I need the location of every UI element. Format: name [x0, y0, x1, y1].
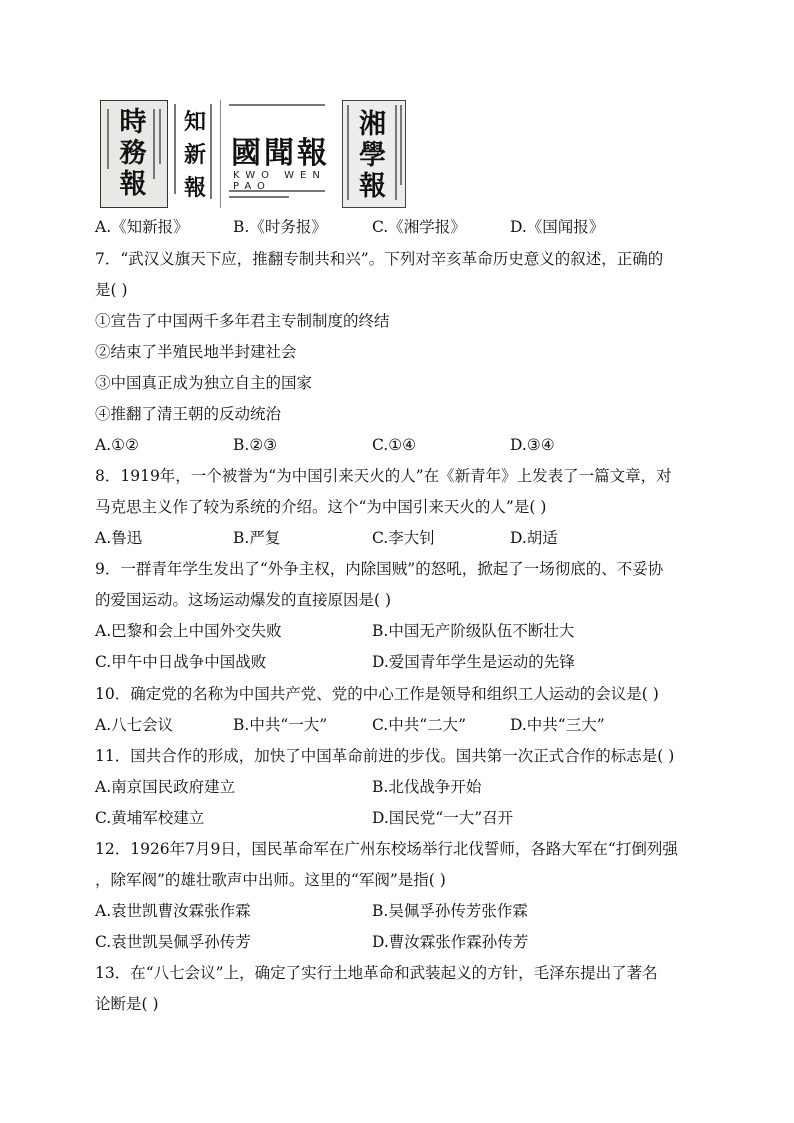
q13-stem-line2: 论断是( ) — [95, 995, 159, 1013]
q8-option-d[interactable]: D.胡适 — [510, 529, 558, 547]
q7-item-2: ②结束了半殖民地半封建社会 — [95, 343, 297, 361]
q9-option-b[interactable]: B.中国无产阶级队伍不断壮大 — [372, 622, 575, 640]
q11-option-b[interactable]: B.北伐战争开始 — [372, 778, 482, 796]
q8-stem-line1: 8．1919年，一个被誉为“为中国引来天火的人”在《新青年》上发表了一篇文章，对 — [95, 467, 672, 485]
masthead-zhixinbao — [170, 100, 216, 208]
q11-option-a[interactable]: A.南京国民政府建立 — [95, 778, 236, 796]
q9-option-d[interactable]: D.爱国青年学生是运动的先锋 — [372, 653, 575, 671]
q12-option-d[interactable]: D.曹汝霖张作霖孙传芳 — [372, 933, 529, 951]
q11-option-d[interactable]: D.国民党“一大”召开 — [372, 809, 514, 827]
q6-option-d[interactable]: D.《国闻报》 — [510, 218, 605, 236]
q9-stem-line1: 9．一群青年学生发出了“外争主权，内除国贼”的怒吼，掀起了一场彻底的、不妥协 — [95, 560, 664, 578]
q7-stem-line1: 7．“武汉义旗天下应，推翻专制共和兴”。下列对辛亥革命历史意义的叙述，正确的 — [95, 250, 664, 268]
q9-option-a[interactable]: A.巴黎和会上中国外交失败 — [95, 622, 282, 640]
q8-option-a[interactable]: A.鲁迅 — [95, 529, 143, 547]
q7-option-a[interactable]: A.①② — [95, 436, 139, 454]
masthead-title: 知新報 — [184, 109, 207, 201]
q7-item-4: ④推翻了清王朝的反动统治 — [95, 405, 282, 423]
masthead-title: 國聞報 — [231, 136, 330, 171]
q12-option-a[interactable]: A.袁世凯曹汝霖张作霖 — [95, 902, 251, 920]
masthead-latin: KWO WEN PAO — [233, 170, 326, 192]
q10-option-b[interactable]: B.中共“一大” — [233, 716, 328, 734]
q10-option-d[interactable]: D.中共“三大” — [510, 716, 605, 734]
q6-option-a[interactable]: A.《知新报》 — [95, 218, 189, 236]
q12-stem-line2: ，除军阀”的雄壮歌声中出师。这里的“军阀”是指( ) — [95, 871, 446, 889]
masthead-xiangxuebao — [342, 100, 406, 208]
masthead-title: 時務報 — [119, 107, 147, 200]
masthead-title: 湘學報 — [359, 109, 386, 202]
q12-stem-line1: 12．1926年7月9日，国民革命军在广州东校场举行北伐誓师，各路大军在“打倒列强 — [95, 840, 678, 858]
q9-option-c[interactable]: C.甲午中日战争中国战败 — [95, 653, 267, 671]
q11-stem-line1: 11．国共合作的形成，加快了中国革命前进的步伐。国共第一次正式合作的标志是( ) — [95, 747, 675, 765]
q10-option-a[interactable]: A.八七会议 — [95, 716, 174, 734]
q12-option-b[interactable]: B.吴佩孚孙传芳张作霖 — [372, 902, 528, 920]
q7-option-c[interactable]: C.①④ — [372, 436, 417, 454]
masthead-guowenbao — [220, 100, 332, 208]
q6-option-b[interactable]: B.《时务报》 — [233, 218, 327, 236]
q6-option-c[interactable]: C.《湘学报》 — [372, 218, 466, 236]
q11-option-c[interactable]: C.黄埔军校建立 — [95, 809, 205, 827]
q10-stem-line1: 10．确定党的名称为中国共产党、党的中心工作是领导和组织工人运动的会议是( ) — [95, 685, 659, 703]
q9-stem-line2: 的爱国运动。这场运动爆发的直接原因是( ) — [95, 591, 392, 609]
q7-item-1: ①宣告了中国两千多年君主专制制度的终结 — [95, 312, 390, 330]
q13-stem-line1: 13．在“八七会议”上，确定了实行土地革命和武装起义的方针，毛泽东提出了著名 — [95, 964, 658, 982]
q8-stem-line2: 马克思主义作了较为系统的介绍。这个“为中国引来天火的人”是( ) — [95, 498, 547, 516]
q7-option-b[interactable]: B.②③ — [233, 436, 278, 454]
q12-option-c[interactable]: C.袁世凯吴佩孚孙传芳 — [95, 933, 251, 951]
q8-option-b[interactable]: B.严复 — [233, 529, 281, 547]
q8-option-c[interactable]: C.李大钊 — [372, 529, 435, 547]
q10-option-c[interactable]: C.中共“二大” — [372, 716, 467, 734]
masthead-shiwubao — [100, 100, 168, 208]
q7-option-d[interactable]: D.③④ — [510, 436, 555, 454]
q7-item-3: ③中国真正成为独立自主的国家 — [95, 374, 313, 392]
newspaper-mastheads-image — [100, 100, 520, 210]
q7-stem-line2: 是( ) — [95, 281, 128, 299]
